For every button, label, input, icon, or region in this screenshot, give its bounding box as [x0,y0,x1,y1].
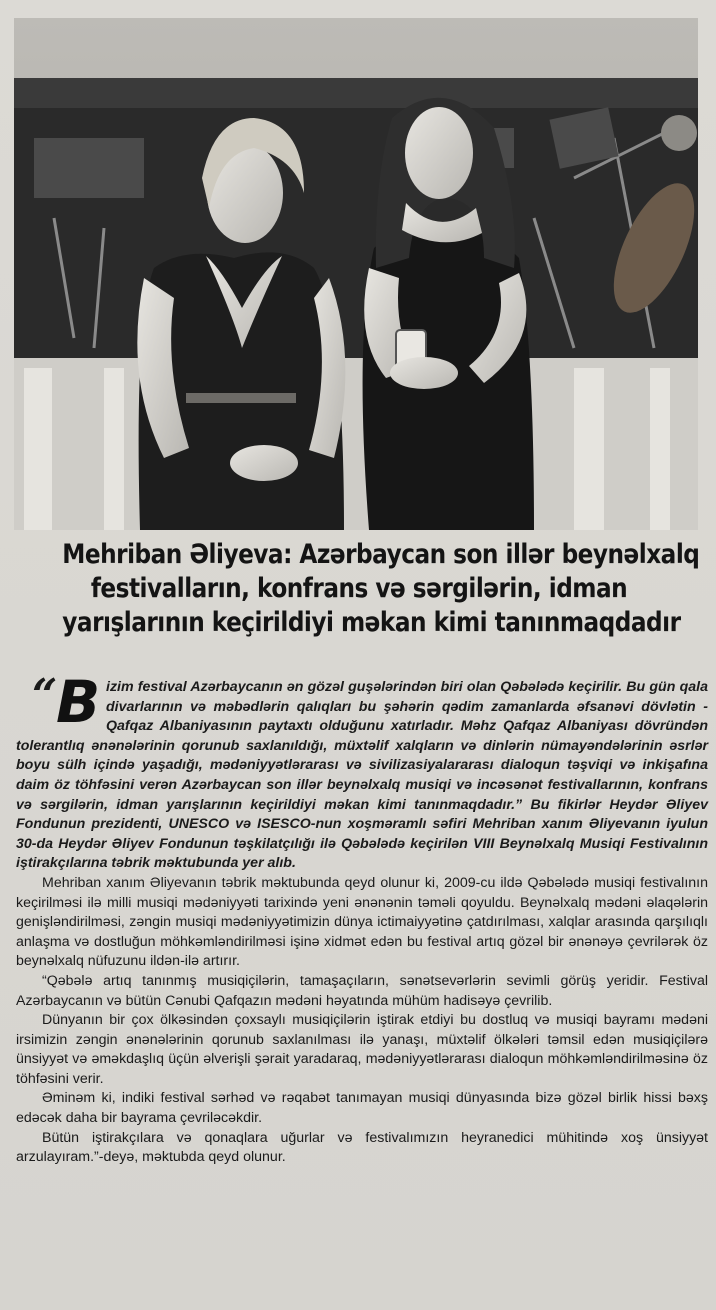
article-body [16,668,708,1168]
dropcap-block [16,668,101,736]
body-paragraph: Mehriban xanım Əliyevanın təbrik məktubunda qeyd olunur ki, 2009-cu ildə Qəbələdə musiqi festivalının keçirilməsi ilə milli musiqi mədəniyyəti tarixində yeni ənənənin təməli qoyuldu. Beynəlxalq mədəni əlaqələrin genişləndirilməsi, zəngin musiqi mədəniyyətimizin dünya ictimaiyyətinə çatdırılması, xalqlar arasında qarşılıqlı anlaşma və dostluğun möhkəmləndirilməsi işinə xidmət edən bu festival artıq gözəl bir ənənəyə çevrilərək öz beynəlxalq nüfuzunu ildən-ilə artırır. [16,874,708,970]
dropcap-letter: B [56,668,101,736]
headline-line-1: Mehriban Əliyeva: Azərbaycan son illər beynəlxalq [62,539,700,570]
article-photo [14,18,698,530]
body-paragraph: Bütün iştirakçılara və qonaqlara uğurlar və festivalımızın heyranedici mühitində xoş ünsiyyət arzulayıram.”-deyə, məktubda qeyd olunur. [16,1129,708,1166]
lead-paragraph [16,668,708,874]
body-paragraph: Əminəm ki, indiki festival sərhəd və rəqabət tanımayan musiqi dünyasında bizə gözəl birlik hissi bəxş edəcək daha bir bayrama çevriləcəkdir. [16,1090,708,1127]
quote-mark: “ [32,670,58,721]
headline-line-2: festivalların, konfrans və sərgilərin, idman [90,573,628,604]
headline [62,538,700,640]
body-paragraph: “Qəbələ artıq tanınmış musiqiçilərin, tamaşaçıların, sənətsevərlərin sevimli görüş yeridir. Festival Azərbaycanın və bütün Cənubi Qafqazın mədəni həyatında mühüm hadisəyə çevrilib. [16,972,708,1009]
body-paragraph: Dünyanın bir çox ölkəsindən çoxsaylı musiqiçilərin iştirak etdiyi bu dostluq və musiqi bayramı mədəni irsimizin zəngin ənənələrinin qorunub saxlanılması ilə yanaşı, müxtəlif ölkələri təmsil edən musiqiçilərə ünsiyyət və əməkdaşlıq üçün əlverişli şərait yaradaraq, mədəniyyətlərarası dialoqun möhkəmləndirilməsinə öz töhfəsini verir. [16,1012,708,1087]
photo-icon [14,18,698,530]
headline-line-3: yarışlarının keçirildiyi məkan kimi tanınmaqdadır [62,607,681,638]
lead-text: izim festival Azərbaycanın ən gözəl guşələrindən biri olan Qəbələdə keçirilir. Bu gün qala divarlarının və məbədlərin qalıqları bu şəhərin qədim zamanlarda əfsanəvi dövlətin - Qafqaz Albaniyasının paytaxtı olduğunu xatırladır. Məhz Qafqaz Albaniyası dövründən tolerantlıq ənənələrinin qorunub saxlanıldığı, müxtəlif xalqların və dinlərin nümayəndələrinin əsrlər boyu sülh içində yaşadığı, mədəniyyətlərarası və sivilizasiyalararası dialoqun təşviqi və inkişafına daim öz töhfəsini verən Azərbaycan son illər beynəlxalq musiqi və incəsənət festivallarının, konfrans və sərgilərin, idman yarışlarının keçirildiyi məkan kimi tanınmaqdadır.” Bu fikirlər Heydər Əliyev Fondunun prezidenti, UNESCO və ISESCO-nun xoşməramlı səfiri Mehriban xanım Əliyevanın iyulun 30-da Heydər Əliyev Fondunun təşkilatçılığı ilə Qəbələdə keçirilən VIII Beynəlxalq Musiqi Festivalının iştirakçılarına təbrik məktubunda yer alıb. [16,679,708,872]
